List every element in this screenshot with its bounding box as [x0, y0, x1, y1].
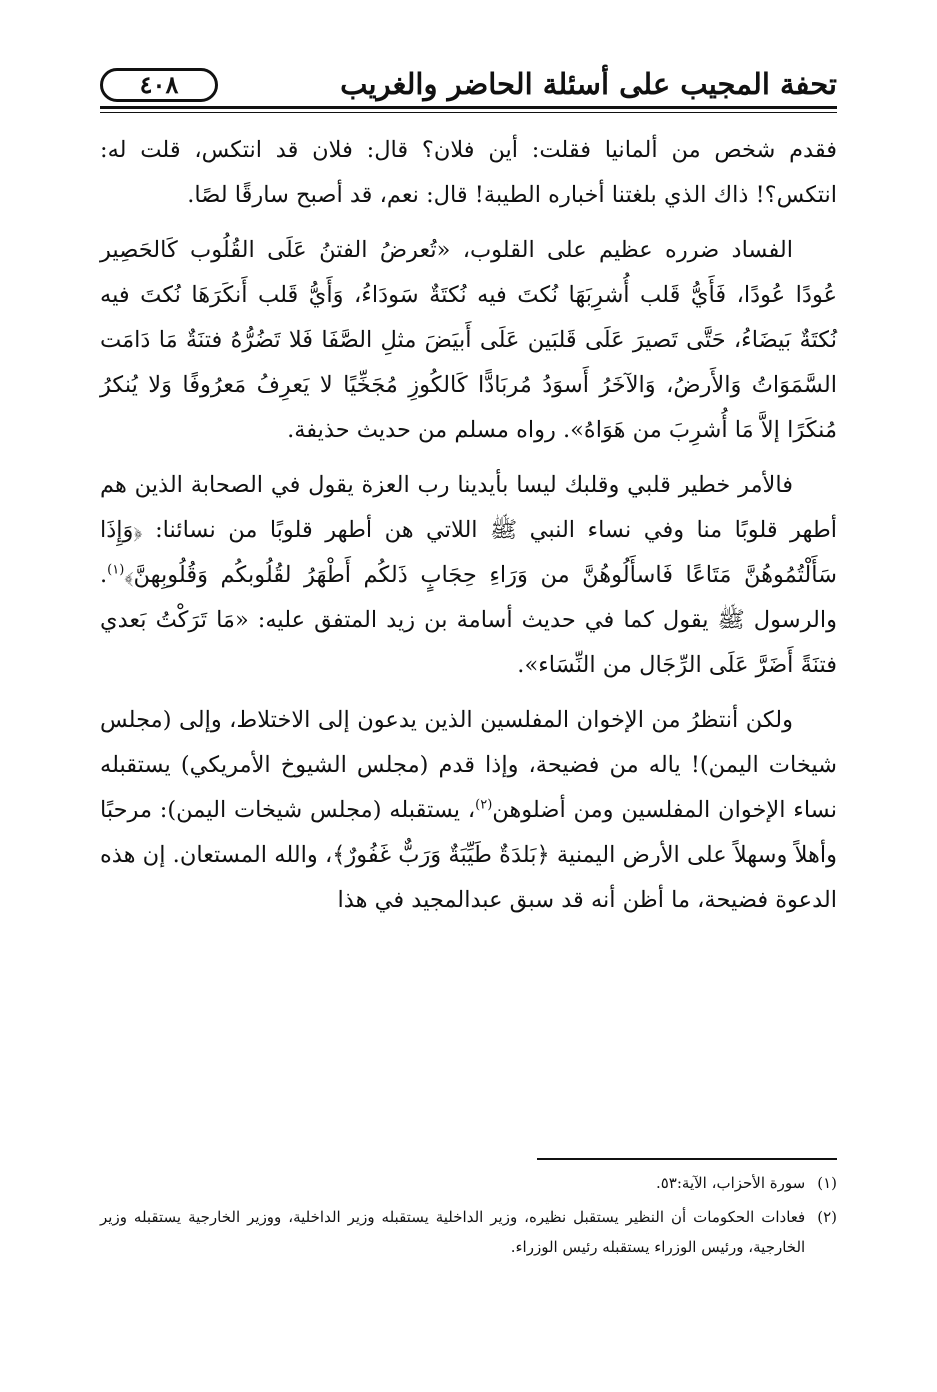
footnote-separator: [537, 1158, 837, 1160]
paragraph-4: [100, 698, 837, 923]
page-number-badge: ٤٠٨: [100, 68, 218, 102]
footnote-2-number: (٢): [817, 1208, 837, 1226]
paragraph-3-text: فالأمر خطير قلبي وقلبك ليسا بأيدينا رب العزة يقول في الصحابة الذين هم أطهر قلوبًا منا وفي نساء النبي ﷺ اللاتي هن أطهر قلوبًا من نسائنا: ﴿وَإِذَا سَأَلْتُمُوهُنَّ مَتَاعًا فَاسأَلُوهُنَّ من وَرَاءِ حِجَابٍ ذَلكُم أَطْهَرُ لقُلُوبكُم وَقُلُوبِهنَّ﴾: [100, 472, 837, 588]
body-text: [100, 128, 837, 933]
paragraph-3: فالأمر خطير قلبي وقلبك ليسا بأيدينا رب العزة يقول في الصحابة الذين هم أطهر قلوبًا منا وفي نساء النبي ﷺ اللاتي هن أطهر قلوبًا من نسائنا: ﴿وَإِذَا سَأَلْتُمُوهُنَّ مَتَاعًا فَاسأَلُوهُنَّ من وَرَاءِ حِجَابٍ ذَلكُم أَطْهَرُ لقُلُوبكُم وَقُلُوبِهنَّ﴾$^{(١)}$. والرسول ﷺ يقول كما في حديث أسامة بن زيد المتفق عليه: «مَا تَرَكْتُ بَعدي فتنَةً أَضَرَّ عَلَى الرِّجَال من النِّسَاء».: [100, 472, 837, 678]
paragraph-4-text: ولكن أنتظرُ من الإخوان المفلسين الذين يدعون إلى الاختلاط، وإلى (مجلس شيخات اليمن)! ياله من فضيحة، وإذا قدم (مجلس الشيوخ الأمريكي) يستقبله نساء الإخوان المفلسين ومن أضلوهن: [100, 707, 838, 823]
paragraph-1-text: فقدم شخص من ألمانيا فقلت: أين فلان؟ قال: فلان قد انتكس، قلت له: انتكس؟! ذاك الذي بلغتنا أخباره الطيبة! قال: نعم، قد أصبح سارقًا لصًا.: [100, 137, 837, 208]
header-rule: [100, 106, 837, 109]
paragraph-4-continuation: ، يستقبله (مجلس شيخات اليمن): مرحبًا وأهلاً وسهلاً على الأرض اليمنية ﴿بَلدَةٌ طَيِّبَةٌ وَرَبٌّ غَفُورٌ﴾، والله المستعان. إن هذه الدعوة فضيحة، ما أظن أنه قد سبق عبدالمجيد في هذا: [100, 797, 837, 913]
header-rule-thin: [100, 112, 837, 113]
paragraph-2-text: الفساد ضرره عظيم على القلوب، «تُعرضُ الفتنُ عَلَى القُلُوب كَالحَصِير عُودًا عُودًا، فَأَيُّ قَلب أُشرِبَهَا نُكتَ فيه نُكتَةٌ سَودَاءُ، وَأَيُّ قَلب أَنكَرَهَا نُكتَ فيه نُكتَةٌ بَيضَاءُ، حَتَّى تَصيرَ عَلَى قَلبَين عَلَى أَبيَضَ مثلِ الصَّفَا فَلا تَضُرُّهُ فتنَةٌ مَا دَامَت السَّمَوَاتُ وَالأَرضُ، وَالآخَرُ أَسوَدُ مُربَادًّا كَالكُوزِ مُجَخِّيًا لا يَعرِفُ مَعرُوفًا وَلا يُنكرُ مُنكَرًا إلاَّ مَا أُشرِبَ من هَوَاهُ». رواه مسلم من حديث حذيفة.: [100, 237, 837, 443]
footnote-1-text: سورة الأحزاب، الآية:٥٣.: [655, 1174, 806, 1192]
footnote-2-text: فعادات الحكومات أن النظير يستقبل نظيره، وزير الداخلية يستقبله وزير الداخلية، ووزير الخارجية يستقبله وزير الخارجية، ورئيس الوزراء يستقبله رئيس الوزراء.: [100, 1208, 806, 1256]
paragraph-3-continuation: والرسول ﷺ يقول كما في حديث أسامة بن زيد المتفق عليه: «مَا تَرَكْتُ بَعدي فتنَةً أَضَرَّ عَلَى الرِّجَال من النِّسَاء».: [100, 607, 837, 678]
footnotes: [100, 1168, 837, 1266]
footnote-ref-2[interactable]: (٢): [475, 797, 493, 813]
paragraph-2: [100, 228, 837, 453]
footnote-1-number: (١): [817, 1174, 837, 1192]
book-title: تحفة المجيب على أسئلة الحاضر والغريب: [340, 67, 837, 101]
paragraph-1: [100, 128, 837, 218]
page-header: [100, 62, 837, 114]
footnote-2: [100, 1202, 837, 1262]
footnote-ref-1[interactable]: (١): [107, 562, 125, 578]
footnote-1: [100, 1168, 837, 1198]
